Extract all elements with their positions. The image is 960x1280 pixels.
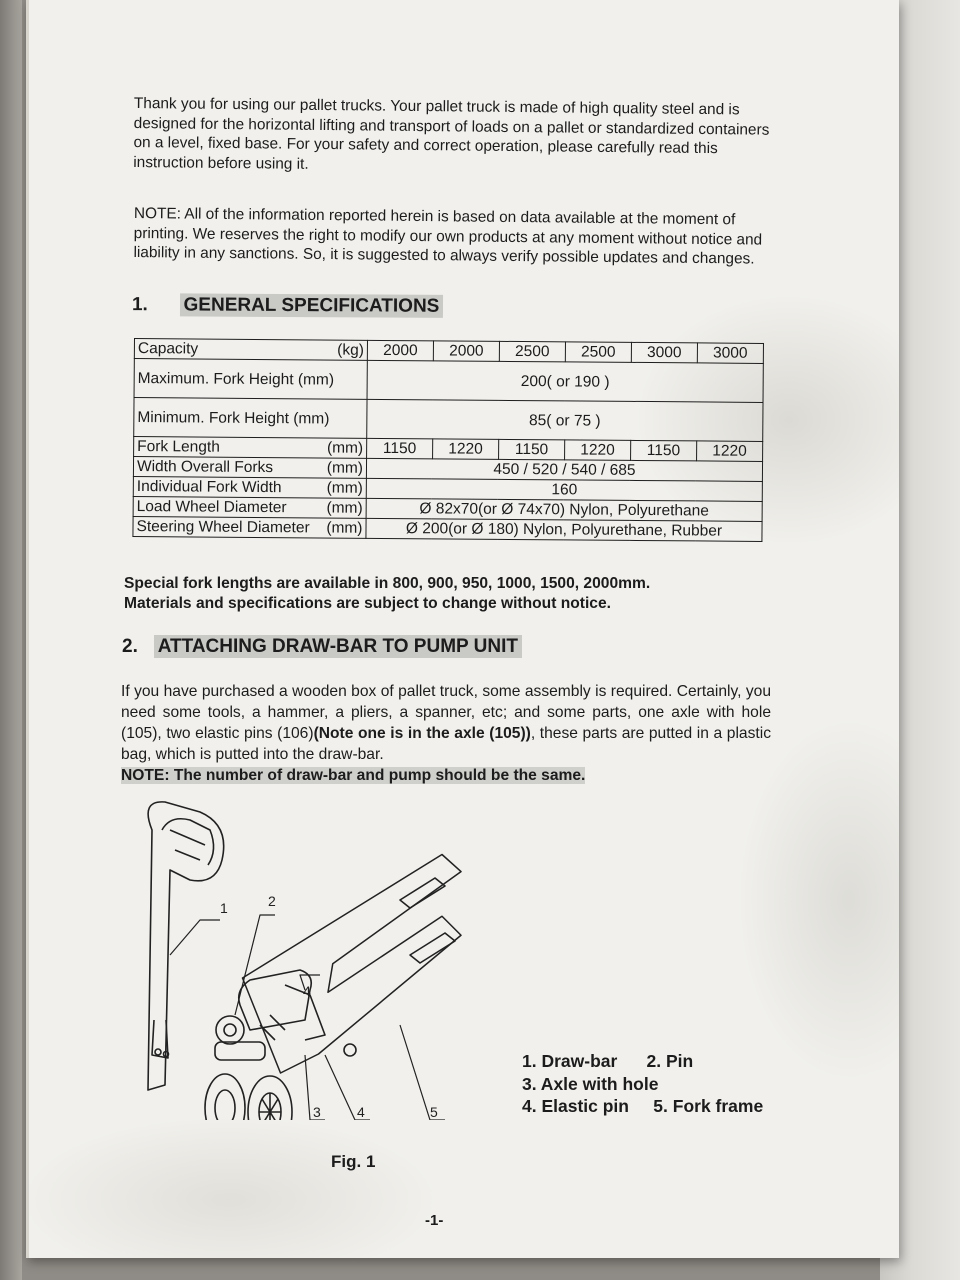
assembly-text-bold: (Note one is in the axle (105)) [313,725,531,742]
callout-5: 5 [430,1104,438,1120]
section-1-heading [132,294,443,318]
legend-pin: 2. Pin [646,1051,694,1071]
table-row [134,359,763,403]
section-2-number: 2. [122,636,138,657]
assembly-text-a: If you have purchased a wooden box of pallet truck, some assembly is required. Certainly, you need some tools, a hammer, a pliers, a spanner, etc; and some parts, one axle with hole (105), two elastic pins (106) [121,683,771,742]
table-cell: Ø 82x70(or Ø 74x70) Nylon, Polyurethane [366,498,762,521]
assembly-text-b: , these parts are putted in a plastic bag, which is putted into the draw-bar. [121,725,771,763]
steering-wheel-rear [205,1074,245,1120]
pallet-truck-illustration [110,790,470,1120]
draw-bar-handle [148,802,224,1090]
special-notes [124,574,650,614]
legend-fork-frame: 5. Fork frame [653,1096,764,1116]
figure-legend [522,1050,763,1118]
callout-3: 3 [313,1104,321,1120]
table-cell: Ø 200(or Ø 180) Nylon, Polyurethane, Rubber [366,518,762,541]
table-cell: 3000 [631,342,697,363]
fork-frame [243,855,462,1074]
table-cell: 1220 [564,440,630,461]
note-paragraph: NOTE: All of the information reported herein is based on data available at the moment of printing. We reserves the right to modify our own products at any moment without notice and liability in any sanctions. So, it is suggested to always verify possible updates and changes. [133,204,763,268]
table-cell: 3000 [697,343,763,364]
fork-width-label: Individual Fork Width (mm) [133,476,366,498]
section-1-number: 1. [131,294,148,316]
table-cell: 1220 [696,441,762,462]
assembly-paragraph [121,681,771,786]
assembly-note: NOTE: The number of draw-bar and pump should be the same. [121,767,586,784]
figure-caption: Fig. 1 [331,1152,376,1171]
special-note-1: Special fork lengths are available in 800, 900, 950, 1000, 1500, 2000mm. [124,575,651,592]
spec-table [132,338,764,542]
binding-shadow [0,0,22,1280]
table-cell: 450 / 520 / 540 / 685 [366,458,762,481]
legend-axle: 3. Axle with hole [522,1073,659,1094]
callout-1: 1 [220,900,228,916]
table-cell: 2500 [565,342,631,363]
max-height-label: Maximum. Fork Height (mm) [134,359,367,400]
section-1-title: GENERAL SPECIFICATIONS [179,293,443,317]
section-2-heading [122,636,522,658]
table-cell: 85( or 75 ) [367,399,763,441]
load-wheel-label: Load Wheel Diameter (mm) [133,496,366,518]
table-row [133,516,762,541]
fork-length-label: Fork Length (mm) [134,437,367,459]
section-2-title: ATTACHING DRAW-BAR TO PUMP UNIT [154,635,522,658]
special-note-2: Materials and specifications are subject to change without notice. [124,595,611,612]
callout-4-top: 4 [303,983,311,999]
steering-wheel-label: Steering Wheel Diameter (mm) [133,516,366,538]
table-cell: 200( or 190 ) [367,360,763,402]
table-cell: 1150 [498,439,564,460]
callout-4-bottom: 4 [357,1104,365,1120]
legend-draw-bar: 1. Draw-bar [522,1051,618,1071]
table-cell: 2500 [499,341,565,362]
capacity-label: Capacity (kg) [134,339,367,361]
callout-2: 2 [268,893,276,909]
intro-paragraph: Thank you for using our pallet trucks. Your pallet truck is made of high quality steel and is designed for the horizontal lifting and transport of loads on a pallet or standardized containers on a level, fixed base. For your safety and correct operation, please carefully read this instruction before using it. [133,94,770,173]
table-cell: 1220 [433,439,499,460]
page-number: -1- [425,1212,444,1229]
table-cell: 1150 [367,438,433,459]
legend-elastic-pin: 4. Elastic pin [522,1096,629,1116]
table-cell: 2000 [433,341,499,362]
table-row [134,398,763,442]
table-cell: 160 [366,478,762,501]
table-cell: 2000 [367,340,433,361]
width-overall-label: Width Overall Forks (mm) [133,457,366,479]
min-height-label: Minimum. Fork Height (mm) [134,398,367,439]
table-cell: 1150 [630,440,696,461]
